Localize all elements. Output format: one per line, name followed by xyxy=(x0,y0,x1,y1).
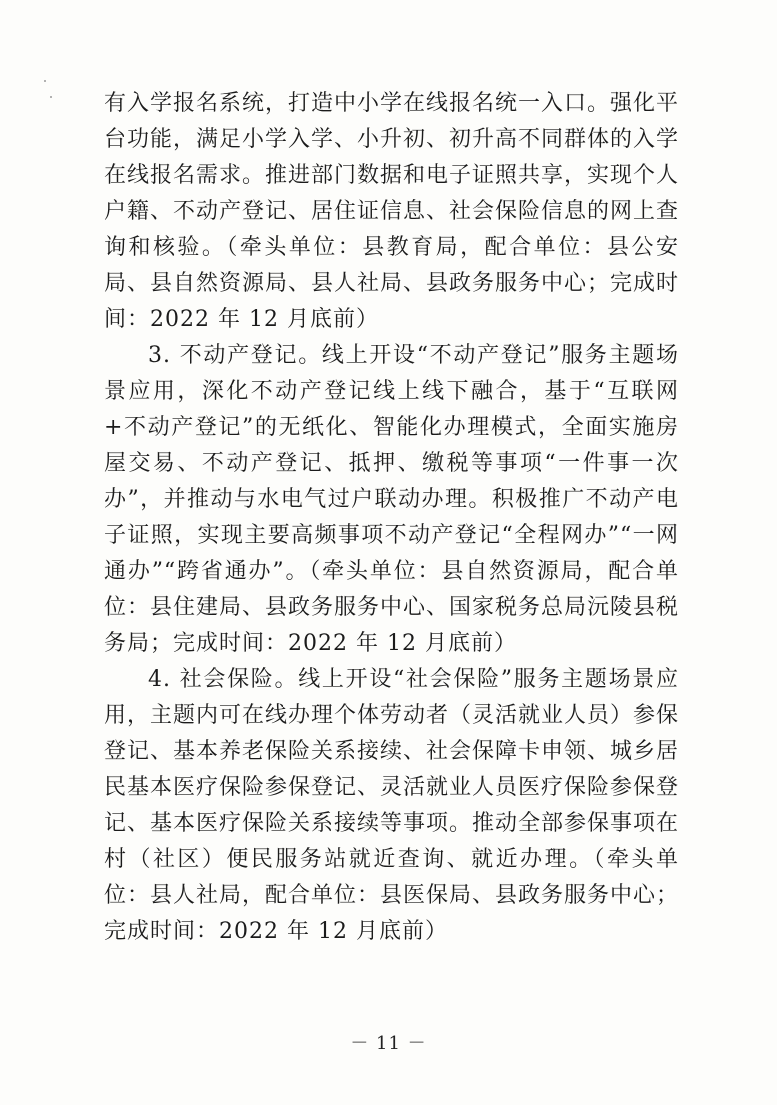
scan-speck xyxy=(50,96,52,98)
document-body xyxy=(104,86,679,950)
paragraph-real-estate-registration: 3. 不动产登记。线上开设“不动产登记”服务主题场景应用，深化不动产登记线上线下融合，基于“互联网+不动产登记”的无纸化、智能化办理模式，全面实施房屋交易、不动产登记、抵押、缴税等事项“一件事一次办”，并推动与水电气过户联动办理。积极推广不动产电子证照，实现主要高频事项不动产登记“全程网办”“一网通办”“跨省通办”。（牵头单位：县自然资源局，配合单位：县住建局、县政务服务中心、国家税务总局沅陵县税务局；完成时间：2022 年 12 月底前） xyxy=(104,343,680,656)
paragraph-social-insurance: 4. 社会保险。线上开设“社会保险”服务主题场景应用，主题内可在线办理个体劳动者（灵活就业人员）参保登记、基本养老保险关系接续、社会保障卡申领、城乡居民基本医疗保险参保登记、灵活就业人员医疗保险参保登记、基本医疗保险关系接续等事项。推动全部参保事项在村（社区）便民服务站就近查询、就近办理。（牵头单位：县人社局，配合单位：县医保局、县政务服务中心；完成时间：2022 年 12 月底前） xyxy=(104,667,680,944)
scan-speck xyxy=(44,80,46,82)
paragraph-continued: 有入学报名系统，打造中小学在线报名统一入口。强化平台功能，满足小学入学、小升初、初升高不同群体的入学在线报名需求。推进部门数据和电子证照共享，实现个人户籍、不动产登记、居住证信息、社会保险信息的网上查询和核验。（牵头单位：县教育局，配合单位：县公安局、县自然资源局、县人社局、县政务服务中心；完成时间：2022 年 12 月底前） xyxy=(104,91,680,332)
page-number: － 11 － xyxy=(350,1033,427,1054)
